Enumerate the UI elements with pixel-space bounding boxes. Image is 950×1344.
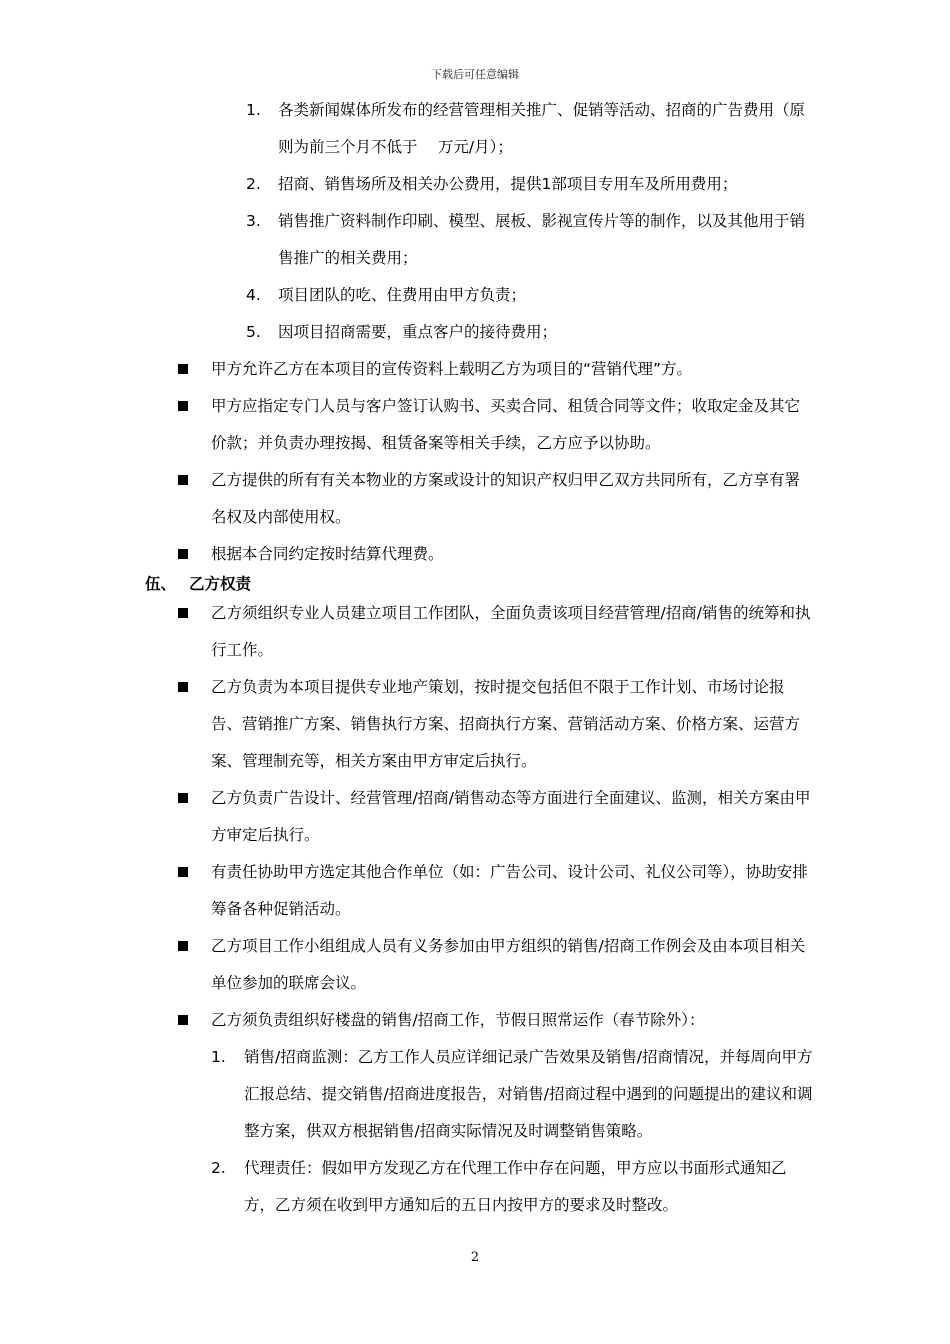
- list-text: 因项目招商需要，重点客户的接待费用；: [278, 323, 558, 341]
- bullet-item: [0, 388, 950, 462]
- bullet-text: 乙方负责为本项目提供专业地产策划，按时提交包括但不限于工作计划、市场讨论报告、营销推广方案、销售执行方案、招商执行方案、营销活动方案、价格方案、运营方案、管理制充等，相关方案由甲方审定后执行。: [211, 678, 801, 770]
- list-number: 4.: [246, 286, 261, 304]
- list-item: [0, 1039, 950, 1150]
- square-bullet-icon: [178, 682, 188, 692]
- square-bullet-icon: [178, 867, 188, 877]
- list-number: 3.: [246, 212, 261, 230]
- square-bullet-icon: [178, 364, 188, 374]
- list-item: [0, 1150, 950, 1224]
- list-number: 5.: [246, 323, 261, 341]
- page-header: 下载后可任意编辑: [431, 68, 519, 81]
- list-text: 销售/招商监测：乙方工作人员应详细记录广告效果及销售/招商情况，并每周向甲方汇报总结、提交销售/招商进度报告，对销售/招商过程中遇到的问题提出的建议和调整方案，供双方根据销售/招商实际情况及时调整销售策略。: [244, 1048, 813, 1140]
- list-text: 销售推广资料制作印刷、模型、展板、影视宣传片等的制作，以及其他用于销售推广的相关费用；: [278, 212, 806, 267]
- bullet-text: 乙方须组织专业人员建立项目工作团队，全面负责该项目经营管理/招商/销售的统筹和执行工作。: [211, 604, 811, 659]
- bullet-text: 乙方负责广告设计、经营管理/招商/销售动态等方面进行全面建议、监测，相关方案由甲方审定后执行。: [211, 789, 811, 844]
- square-bullet-icon: [178, 608, 188, 618]
- list-number: 1.: [211, 1048, 226, 1066]
- bullet-item: [0, 1002, 950, 1039]
- bullet-text: 有责任协助甲方选定其他合作单位（如：广告公司、设计公司、礼仪公司等），协助安排筹备各种促销活动。: [211, 863, 808, 918]
- section-number: 伍、: [145, 575, 177, 593]
- list-item: [0, 277, 950, 314]
- list-text: 代理责任：假如甲方发现乙方在代理工作中存在问题，甲方应以书面形式通知乙方，乙方须在收到甲方通知后的五日内按甲方的要求及时整改。: [244, 1159, 787, 1214]
- page-number: 2: [470, 1250, 480, 1265]
- list-number: 1.: [246, 101, 261, 119]
- bullet-item: [0, 854, 950, 928]
- bullet-item: [0, 536, 950, 573]
- bullet-text: 甲方允许乙方在本项目的宣传资料上载明乙方为项目的“营销代理”方。: [211, 360, 693, 378]
- bullet-item: [0, 462, 950, 536]
- list-item: [0, 166, 950, 203]
- list-text: 招商、销售场所及相关办公费用，提供1部项目专用车及所用费用；: [278, 175, 738, 193]
- bullet-item: [0, 928, 950, 1002]
- bullet-item: [0, 351, 950, 388]
- section-title: 乙方权责: [189, 575, 252, 593]
- list-number: 2.: [246, 175, 261, 193]
- square-bullet-icon: [178, 401, 188, 411]
- list-item: [0, 92, 950, 166]
- square-bullet-icon: [178, 793, 188, 803]
- bullet-text: 乙方提供的所有有关本物业的方案或设计的知识产权归甲乙双方共同所有，乙方享有署名权及内部使用权。: [211, 471, 801, 526]
- list-number: 2.: [211, 1159, 226, 1177]
- square-bullet-icon: [178, 549, 188, 559]
- bullet-text: 乙方项目工作小组组成人员有义务参加由甲方组织的销售/招商工作例会及由本项目相关单位参加的联席会议。: [211, 937, 806, 992]
- square-bullet-icon: [178, 475, 188, 485]
- bullet-text: 甲方应指定专门人员与客户签订认购书、买卖合同、租赁合同等文件；收取定金及其它价款；并负责办理按揭、租赁备案等相关手续，乙方应予以协助。: [211, 397, 801, 452]
- bullet-item: [0, 669, 950, 780]
- list-text: 各类新闻媒体所发布的经营管理相关推广、促销等活动、招商的广告费用（原则为前三个月不低于 万元/月）；: [278, 101, 806, 156]
- document-body: [0, 92, 950, 1224]
- bullet-text: 乙方须负责组织好楼盘的销售/招商工作，节假日照常运作（春节除外）：: [211, 1011, 705, 1029]
- bullet-item: [0, 595, 950, 669]
- list-item: [0, 314, 950, 351]
- bullet-text: 根据本合同约定按时结算代理费。: [211, 545, 444, 563]
- list-item: [0, 203, 950, 277]
- square-bullet-icon: [178, 941, 188, 951]
- bullet-item: [0, 780, 950, 854]
- square-bullet-icon: [178, 1015, 188, 1025]
- section-heading: [145, 573, 950, 595]
- list-text: 项目团队的吃、住费用由甲方负责；: [278, 286, 527, 304]
